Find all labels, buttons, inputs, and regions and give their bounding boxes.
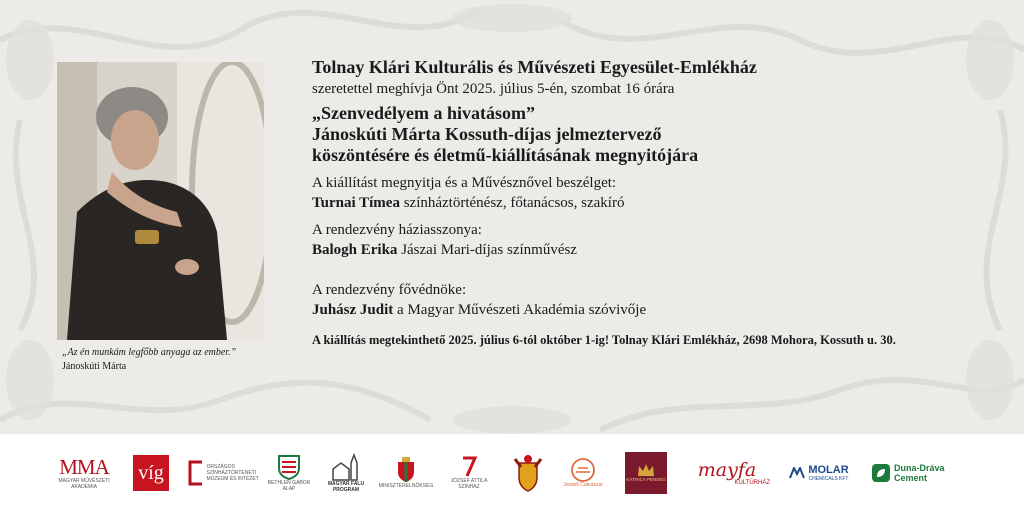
patron-section: [312, 280, 1002, 320]
kulturhaz-text: KULTÚRHÁZ: [734, 480, 770, 486]
hostess-role: Jászai Mari-díjas színművész: [397, 242, 577, 258]
patron-role: a Magyar Művészeti Akadémia szóvivője: [393, 302, 647, 318]
hostess-section: [312, 220, 1002, 260]
estate-text: KÁTRICA PÉNSÉG: [626, 477, 666, 482]
photo-caption: [62, 346, 236, 374]
invite-line: szeretettel meghívja Önt 2025. július 5-én, szombat 16 órára: [312, 81, 675, 97]
patron-person: [312, 300, 1002, 320]
invitation-text: [312, 56, 1002, 348]
coat-of-arms-icon: [396, 457, 416, 483]
oszmi-text: ORSZÁGOS SZÍNHÁZTÖRTÉNETI MÚZEUM ÉS INTÉZET: [206, 464, 259, 482]
leaf-icon: [876, 468, 886, 478]
bethlen-logo: [266, 449, 312, 497]
magyar-falu-text: MAGYAR FALU PROGRAM: [327, 481, 365, 493]
caption-author: Jánoskúti Márta: [62, 361, 127, 372]
molar-logo: [784, 449, 854, 497]
magyar-falu-logo: [325, 449, 367, 497]
opening-label: A kiállítást megnyitja és a Művésznővel beszélget:: [312, 175, 617, 191]
duna-drava-wordmark: [894, 463, 945, 483]
oszmi-logo: [185, 449, 261, 497]
kormany-logo: [378, 449, 434, 497]
estate-logo: [624, 449, 668, 497]
village-church-icon: [331, 453, 361, 481]
duna-drava-mark: Duna-Dráva: [894, 463, 945, 473]
oszmi-bracket-icon: [186, 460, 204, 486]
opening-role: színháztörténész, főtanácsos, szakíró: [399, 195, 625, 211]
duna-drava-logo: [872, 449, 956, 497]
jozsef-attila-logo: [443, 449, 495, 497]
molar-wordmark: [808, 465, 848, 482]
jozsef-attila-text: JÓZSEF ATTILA SZÍNHÁZ: [450, 478, 488, 490]
headline-line: Jánoskúti Márta Kossuth-díjas jelmeztervező: [312, 124, 662, 144]
molar-mark: MOLAR: [808, 463, 849, 476]
molar-m-icon: [789, 467, 805, 479]
molar-text: CHEMICALS KFT: [808, 475, 849, 482]
estate-badge: [625, 452, 667, 494]
bethlen-text: BETHLEN GÁBOR ALAP: [267, 480, 311, 492]
hostess-label: A rendezvény háziasszonya:: [312, 222, 482, 238]
hostess-person: [312, 240, 1002, 260]
cake-icon: [570, 458, 596, 482]
organization-title: Tolnay Klári Kulturális és Művészeti Egyesület-Emlékház: [312, 57, 757, 77]
event-headline: [312, 103, 1002, 166]
exhibition-note: A kiállítás megtekinthető 2025. július 6-tól október 1-ig! Tolnay Klári Emlékház, 2698 Mohora, Kossuth u. 30.: [312, 333, 896, 347]
opening-name: Turnai Tímea: [312, 195, 400, 211]
crown-icon: [637, 463, 655, 477]
crest-logo: [508, 449, 548, 497]
mma-mark: MMA: [59, 455, 109, 479]
duna-drava-text: Cement: [894, 473, 928, 483]
portrait-illustration: [57, 62, 264, 340]
hostess-name: Balogh Erika: [312, 242, 398, 258]
heraldic-crest-icon: [511, 453, 545, 493]
portrait-photo: [57, 62, 264, 340]
caption-quote: „Az én munkám legfőbb anyaga az ember.”: [62, 347, 237, 358]
kormany-text: MINISZTERELNÖKSÉG: [378, 483, 434, 489]
vig-mark: víg: [133, 455, 169, 491]
jozsef-attila-mark-icon: [459, 456, 479, 478]
opening-section: [312, 173, 1002, 213]
kulturhaz-mark: mayfa: [697, 459, 757, 481]
headline-line: „Szenvedélyem a hivatásom”: [312, 103, 535, 123]
mma-text: MAGYAR MŰVÉSZETI AKADÉMIA: [58, 478, 110, 490]
jozsefet-text: Jozsefi Cukrászat: [563, 482, 603, 488]
jozsefet-logo: [560, 449, 606, 497]
patron-label: A rendezvény fővédnöke:: [312, 282, 467, 298]
duna-drava-icon: [872, 464, 890, 482]
opening-person: [312, 193, 1002, 213]
mma-logo: [58, 449, 110, 497]
kulturhaz-logo: [684, 449, 770, 497]
bethlen-shield-icon: [277, 454, 301, 480]
vig-logo: [132, 449, 170, 497]
headline-line: köszöntésére és életmű-kiállításának megnyitójára: [312, 145, 699, 165]
patron-name: Juhász Judit: [312, 302, 394, 318]
